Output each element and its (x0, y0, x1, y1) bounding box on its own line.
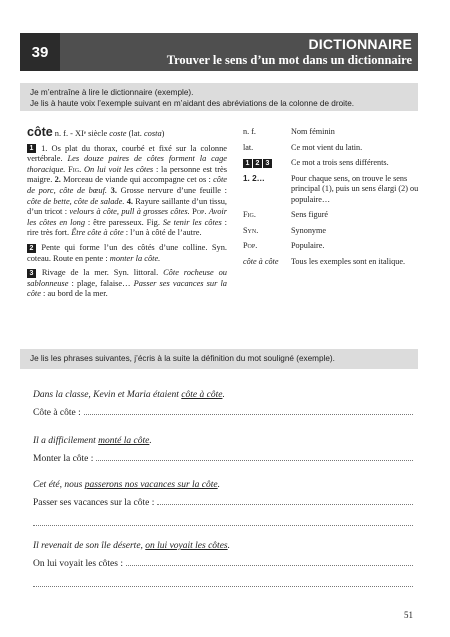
sense-text: : être paresseux. Fig. (85, 217, 163, 227)
example-text: côte de porc, côte de bœuf. (27, 175, 228, 195)
answer-dots[interactable] (84, 406, 413, 415)
abbreviation-legend (243, 127, 423, 272)
marker-3: 3 (263, 159, 272, 168)
page-number: 51 (404, 610, 413, 620)
sentence-end: . (217, 480, 220, 490)
legend-def: Ce mot vient du latin. (291, 142, 363, 152)
legend-abbr: côte à côte (243, 256, 279, 266)
instruction-line-1: Je m’entraîne à lire le dictionnaire (exemple). (30, 88, 194, 97)
sentence-text: Dans la classe, Kevin et Maria étaient (33, 390, 182, 400)
exercise-3 (33, 480, 413, 526)
answer-line[interactable] (33, 452, 413, 464)
answer-dots[interactable] (157, 496, 413, 505)
marker-2: 2 (253, 159, 262, 168)
legend-abbr: Pop. (243, 241, 258, 250)
legend-abbr: Fig. (243, 210, 256, 219)
example-text: Se tenir les côtes (162, 217, 222, 227)
example-text: Être côte à côte (71, 228, 124, 238)
sentence-text: Cet été, nous (33, 480, 85, 490)
example-text: velours à côte, pull à grosses côtes. (69, 207, 190, 217)
answer-line[interactable] (33, 496, 413, 508)
legend-row (243, 210, 423, 221)
example-text: monter la côte. (109, 253, 161, 263)
instruction-line-2: Je lis à haute voix l’exemple suivant en m’aidant des abréviations de la colonne de droite. (30, 99, 355, 108)
sense-marker-2: 2 (27, 244, 36, 253)
legend-abbr-markers (243, 158, 291, 169)
chapter-number: 39 (20, 33, 60, 71)
answer-prompt: Côte à côte : (33, 408, 81, 418)
sense-text: Pente qui forme l’un des côtés d’une colline. Syn. coteau. Route en pente : (27, 242, 227, 263)
instruction-bottom: Je lis les phrases suivantes, j’écris à la suite la définition du mot souligné (exemple). (20, 349, 418, 369)
answer-dots[interactable] (96, 452, 413, 461)
exercise-4 (33, 541, 413, 587)
sense-text: Grosse nervure d’une feuille : (116, 185, 227, 195)
legend-row (243, 158, 423, 169)
legend-row (243, 257, 423, 268)
sense-marker-1: 1 (27, 144, 36, 153)
underlined-word: côte à côte (181, 390, 223, 400)
instruction-top (20, 83, 418, 111)
legend-row (243, 226, 423, 237)
sense-text: : l’un à côté de l’autre. (123, 228, 202, 238)
exercise-sentence (33, 436, 413, 446)
sense-text: Morceau de viande qui accompagne cet os : (60, 175, 214, 185)
sub-number: 4. (124, 196, 133, 206)
sentence-end: . (222, 390, 225, 400)
example-text: côte de bette, côte de salade. (27, 196, 125, 206)
abbr-text: Pop. (189, 207, 209, 217)
entry-etym-close: ) (161, 129, 165, 138)
sub-number: 2. (54, 175, 61, 185)
sense-text: Rayure saillante d’un tissu, d’un tricot : (27, 196, 227, 217)
dictionary-entry (27, 127, 227, 304)
example-text: Avoir les côtes en long (27, 207, 227, 227)
abbr-text: Fig. (65, 164, 84, 174)
legend-row (243, 174, 423, 206)
answer-prompt: Passer ses vacances sur la côte : (33, 498, 155, 508)
marker-1: 1 (243, 159, 252, 168)
legend-def: Nom féminin (291, 127, 335, 136)
answer-prompt: Monter la côte : (33, 454, 94, 464)
entry-etym-word: costa (143, 129, 162, 138)
legend-row (243, 241, 423, 252)
sentence-end: . (149, 436, 152, 446)
example-text: Passer ses vacances sur la côte (27, 278, 227, 299)
chapter-title: DICTIONNAIRE (308, 36, 412, 52)
example-text: Les douze paires de côtes forment la cage thoracique. (27, 154, 227, 174)
legend-row (243, 127, 423, 138)
sense-text: : plage, falaise… (68, 278, 134, 288)
sense-1 (27, 144, 227, 239)
sentence-text: Il revenait de son île déserte, (33, 541, 146, 551)
underlined-word: passerons nos vacances sur la côte (84, 480, 218, 490)
exercise-sentence (33, 390, 413, 400)
example-text: Côte rocheuse ou sablonneuse (27, 268, 227, 288)
legend-def: Pour chaque sens, on trouve le sens principal (1), puis un sens élargi (2) ou populaire… (291, 173, 419, 204)
legend-def: Populaire. (291, 241, 325, 250)
sense-3 (27, 268, 227, 300)
sub-number: 3. (107, 185, 117, 195)
underlined-word: monté la côte (98, 436, 150, 446)
sense-text: : rire très fort. (27, 217, 228, 238)
exercise-sentence (33, 541, 413, 551)
answer-extra-line[interactable] (33, 577, 413, 587)
entry-grammar: n. f. - XIᵉ siècle (52, 129, 110, 138)
sense-text: : la personne est très maigre. (27, 164, 227, 185)
exercise-sentence (33, 480, 413, 490)
sense-text: 1. Os plat du thorax, courbé et fixé sur la colonne vertébrale. (27, 143, 227, 164)
entry-etym-lat: (lat. (126, 129, 144, 138)
entry-etym-old: coste (109, 129, 127, 138)
sense-text: : au bord de la mer. (40, 289, 108, 299)
sense-marker-3: 3 (27, 269, 36, 278)
answer-prompt: On lui voyait les côtes : (33, 559, 123, 569)
sentence-end: . (227, 541, 230, 551)
sentence-text: Il a difficilement (33, 436, 99, 446)
sense-2 (27, 243, 227, 264)
exercise-1 (33, 390, 413, 418)
legend-def: Synonyme (291, 225, 327, 235)
answer-line[interactable] (33, 406, 413, 418)
legend-def: Sens figuré (291, 210, 329, 219)
answer-extra-line[interactable] (33, 516, 413, 526)
exercise-2 (33, 436, 413, 464)
legend-abbr: lat. (243, 142, 254, 152)
legend-def: Ce mot a trois sens différents. (291, 158, 389, 167)
chapter-subtitle: Trouver le sens d’un mot dans un dictionnaire (166, 53, 412, 67)
legend-abbr: Syn. (243, 225, 259, 235)
answer-line[interactable] (33, 557, 413, 569)
headword: côte (27, 125, 53, 139)
chapter-header (20, 33, 418, 71)
entry-heading (27, 127, 227, 140)
legend-abbr: n. f. (243, 127, 256, 136)
sense-text: Rivage de la mer. Syn. littoral. (37, 268, 164, 278)
legend-row (243, 143, 423, 154)
underlined-word: on lui voyait les côtes (145, 541, 228, 551)
answer-dots[interactable] (126, 557, 413, 566)
example-text: On lui voit les côtes (84, 164, 154, 174)
legend-abbr: 1. 2… (243, 173, 265, 183)
legend-def: Tous les exemples sont en italique. (291, 256, 406, 266)
